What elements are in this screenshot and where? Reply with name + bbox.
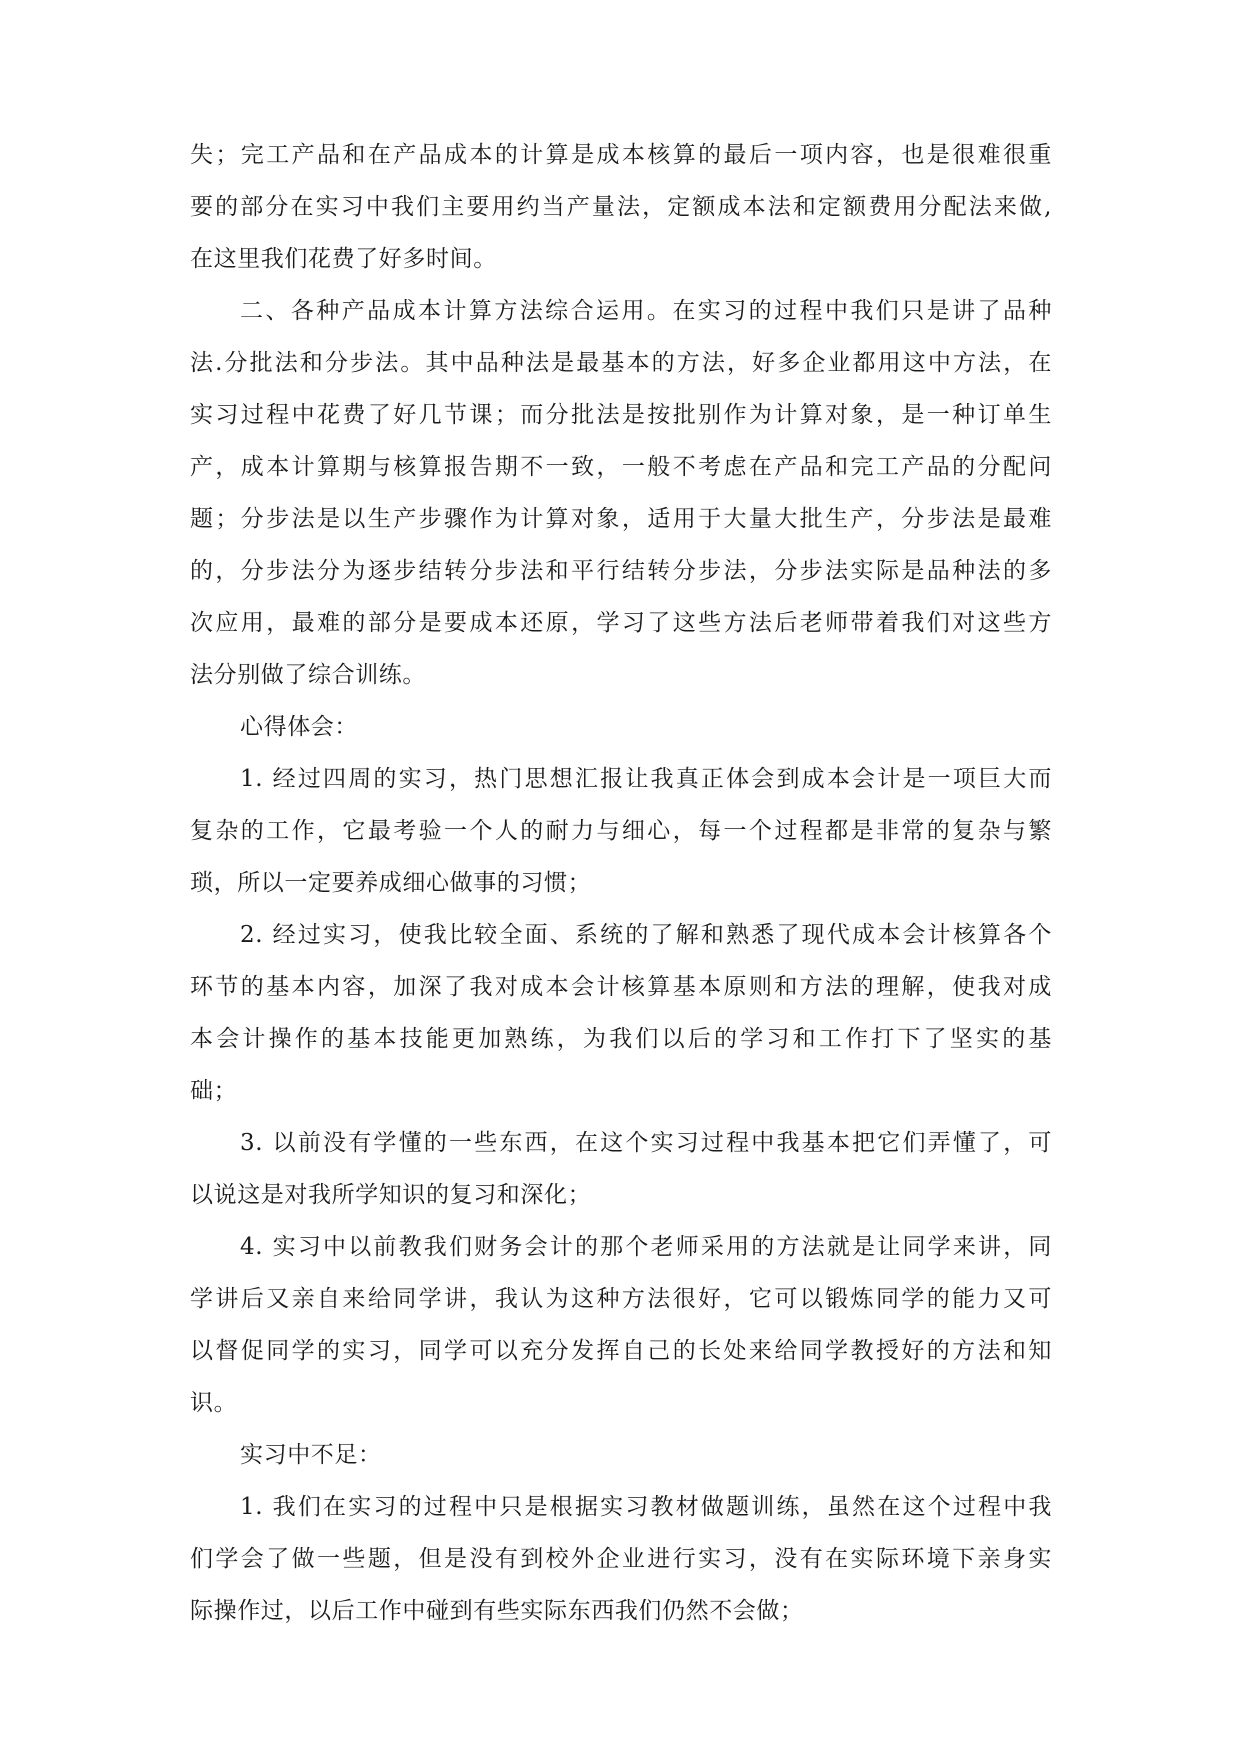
list-item-line: 1. 经过四周的实习，热门思想汇报让我真正体会到成本会计是一项巨大而 bbox=[240, 766, 1052, 792]
list-item-line: 3. 以前没有学懂的一些东西，在这个实习过程中我基本把它们弄懂了，可 bbox=[240, 1130, 1052, 1156]
text-line: 学讲后又亲自来给同学讲，我认为这种方法很好，它可以锻炼同学的能力又可 bbox=[190, 1286, 1052, 1312]
text-line: 要的部分在实习中我们主要用约当产量法，定额成本法和定额费用分配法来做, bbox=[190, 194, 1052, 220]
text-line: 以说这是对我所学知识的复习和深化； bbox=[190, 1182, 592, 1208]
section-heading: 实习中不足： bbox=[240, 1442, 382, 1468]
text-line: 法分别做了综合训练。 bbox=[190, 662, 426, 688]
text-line: 们学会了做一些题，但是没有到校外企业进行实习，没有在实际环境下亲身实 bbox=[190, 1546, 1052, 1572]
text-line: 失；完工产品和在产品成本的计算是成本核算的最后一项内容，也是很难很重 bbox=[190, 142, 1052, 168]
text-line: 琐，所以一定要养成细心做事的习惯； bbox=[190, 870, 592, 896]
text-line: 实习过程中花费了好几节课；而分批法是按批别作为计算对象，是一种订单生 bbox=[190, 402, 1052, 428]
text-line: 的，分步法分为逐步结转分步法和平行结转分步法，分步法实际是品种法的多 bbox=[190, 558, 1052, 584]
list-item-line: 2. 经过实习，使我比较全面、系统的了解和熟悉了现代成本会计核算各个 bbox=[240, 922, 1052, 948]
text-line: 际操作过，以后工作中碰到有些实际东西我们仍然不会做； bbox=[190, 1598, 804, 1624]
text-line: 题；分步法是以生产步骤作为计算对象，适用于大量大批生产，分步法是最难 bbox=[190, 506, 1052, 532]
text-line: 以督促同学的实习，同学可以充分发挥自己的长处来给同学教授好的方法和知 bbox=[190, 1338, 1052, 1364]
text-line: 在这里我们花费了好多时间。 bbox=[190, 246, 497, 272]
text-line: 环节的基本内容，加深了我对成本会计核算基本原则和方法的理解，使我对成 bbox=[190, 974, 1052, 1000]
text-line: 础； bbox=[190, 1078, 238, 1104]
list-item-line: 4. 实习中以前教我们财务会计的那个老师采用的方法就是让同学来讲，同 bbox=[240, 1234, 1052, 1260]
list-item-line: 1. 我们在实习的过程中只是根据实习教材做题训练，虽然在这个过程中我 bbox=[240, 1494, 1052, 1520]
text-line: 次应用，最难的部分是要成本还原，学习了这些方法后老师带着我们对这些方 bbox=[190, 610, 1052, 636]
document-page bbox=[190, 140, 1052, 1648]
text-line: 复杂的工作，它最考验一个人的耐力与细心，每一个过程都是非常的复杂与繁 bbox=[190, 818, 1052, 844]
text-line: 识。 bbox=[190, 1390, 238, 1416]
text-line: 法.分批法和分步法。其中品种法是最基本的方法，好多企业都用这中方法，在 bbox=[190, 350, 1052, 376]
section-heading: 心得体会： bbox=[240, 714, 358, 740]
section-heading-line: 二、各种产品成本计算方法综合运用。在实习的过程中我们只是讲了品种 bbox=[240, 298, 1052, 324]
text-line: 产，成本计算期与核算报告期不一致，一般不考虑在产品和完工产品的分配问 bbox=[190, 454, 1052, 480]
text-line: 本会计操作的基本技能更加熟练，为我们以后的学习和工作打下了坚实的基 bbox=[190, 1026, 1052, 1052]
